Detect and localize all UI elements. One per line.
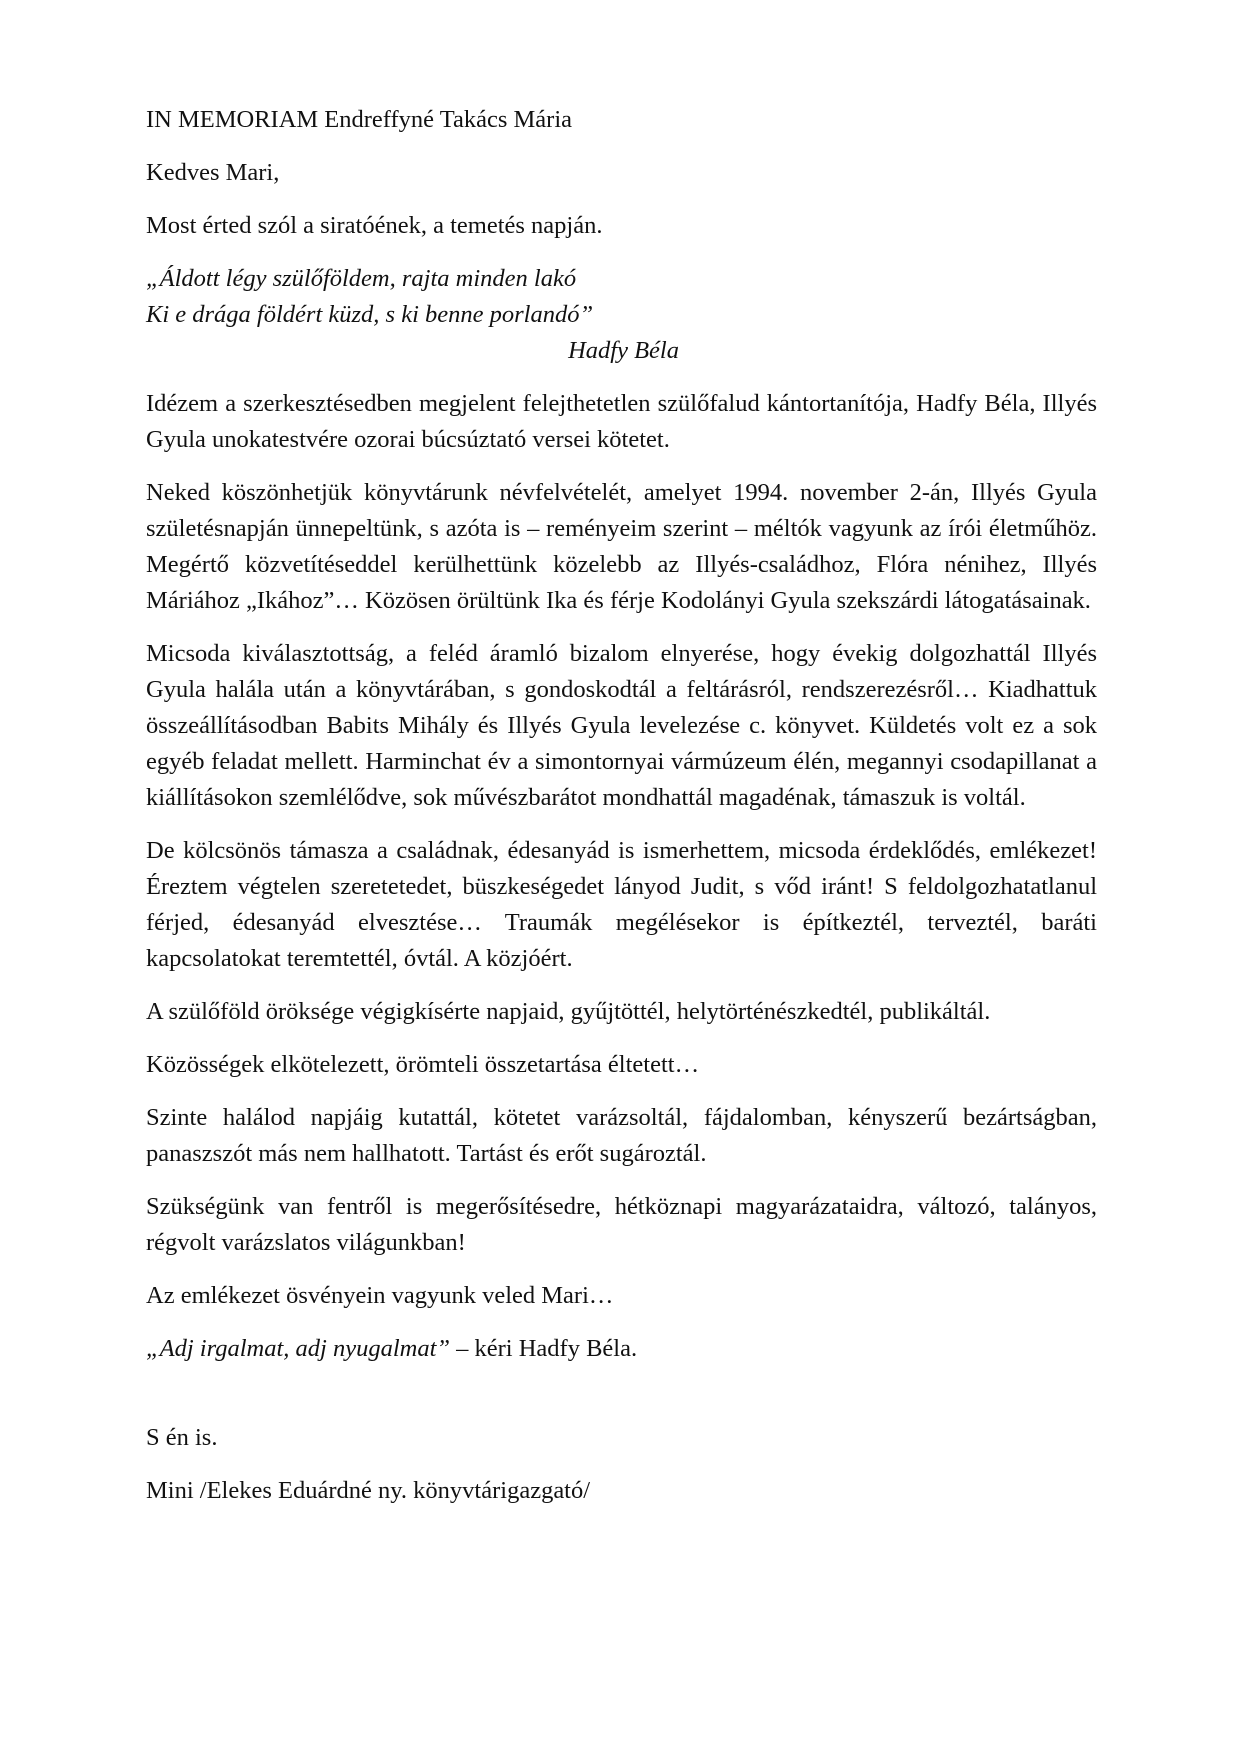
poem-author: Hadfy Béla	[568, 337, 679, 364]
document-page	[146, 102, 1097, 1526]
poem-quote	[146, 261, 679, 369]
paragraph-8: Szükségünk van fentről is megerősítésedre, hétköznapi magyarázataidra, változó, talányos, régvolt varázslatos világunkban!	[146, 1193, 1097, 1256]
spacer	[146, 1384, 1097, 1420]
paragraph-2: Neked köszönhetjük könyvtárunk névfelvételét, amelyet 1994. november 2-án, Illyés Gyula születésnapján ünnepeltünk, s azóta is – reményeim szerint – méltók vagyunk az írói életműhöz. Megértő közvetítéseddel kerülhettünk közelebb az Illyés-családhoz, Flóra nénihez, Illyés Máriához „Ikához”… Közösen örültünk Ika és férje Kodolányi Gyula szekszárdi látogatásainak.	[146, 479, 1097, 614]
paragraph-7: Szinte halálod napjáig kutattál, kötetet varázsoltál, fájdalomban, kényszerű bezártságban, panaszszót más nem hallhatott. Tartást és erőt sugároztál.	[146, 1104, 1097, 1167]
final-line: S én is.	[146, 1424, 218, 1451]
paragraph-9: Az emlékezet ösvényein vagyunk veled Mari…	[146, 1282, 614, 1309]
paragraph-6: Közösségek elkötelezett, örömteli összetartása éltetett…	[146, 1051, 700, 1078]
paragraph-1: Idézem a szerkesztésedben megjelent felejthetetlen szülőfalud kántortanítója, Hadfy Béla, Illyés Gyula unokatestvére ozorai búcsúztató versei kötetet.	[146, 390, 1097, 453]
paragraph-3: Micsoda kiválasztottság, a feléd áramló bizalom elnyerése, hogy évekig dolgozhattál Illyés Gyula halála után a könyvtárában, s gondoskodtál a feltárásról, rendszerezésről… Kiadhattuk összeállításodban Babits Mihály és Illyés Gyula levelezése c. könyvet. Küldetés volt ez a sok egyéb feladat mellett. Harminchat év a simontornyai vármúzeum élén, megannyi csodapillanat a kiállításokon szemlélődve, sok művészbarátot mondhattál magadénak, támaszuk is voltál.	[146, 640, 1097, 811]
greeting: Kedves Mari,	[146, 159, 280, 186]
document-title: IN MEMORIAM Endreffyné Takács Mária	[146, 106, 573, 133]
poem-line-1: „Áldott légy szülőföldem, rajta minden lakó	[146, 265, 577, 292]
paragraph-5: A szülőföld öröksége végigkísérte napjaid, gyűjtöttél, helytörténészkedtél, publikáltál.	[146, 998, 991, 1025]
signature: Mini /Elekes Eduárdné ny. könyvtárigazgató/	[146, 1477, 591, 1504]
poem-line-2: Ki e drága földért küzd, s ki benne porlandó”	[146, 301, 594, 328]
closing-attribution: – kéri Hadfy Béla.	[450, 1335, 638, 1362]
intro-line: Most érted szól a siratóének, a temetés napján.	[146, 212, 603, 239]
closing-quote-line	[146, 1331, 1097, 1367]
closing-quote: „Adj irgalmat, adj nyugalmat”	[146, 1335, 451, 1362]
paragraph-4: De kölcsönös támasza a családnak, édesanyád is ismerhettem, micsoda érdeklődés, emlékezet! Éreztem végtelen szeretetedet, büszkeségedet lányod Judit, s vőd iránt! S feldolgozhatatlanul férjed, édesanyád elvesztése… Traumák megélésekor is építkeztél, terveztél, baráti kapcsolatokat teremtettél, óvtál. A közjóért.	[146, 837, 1097, 972]
